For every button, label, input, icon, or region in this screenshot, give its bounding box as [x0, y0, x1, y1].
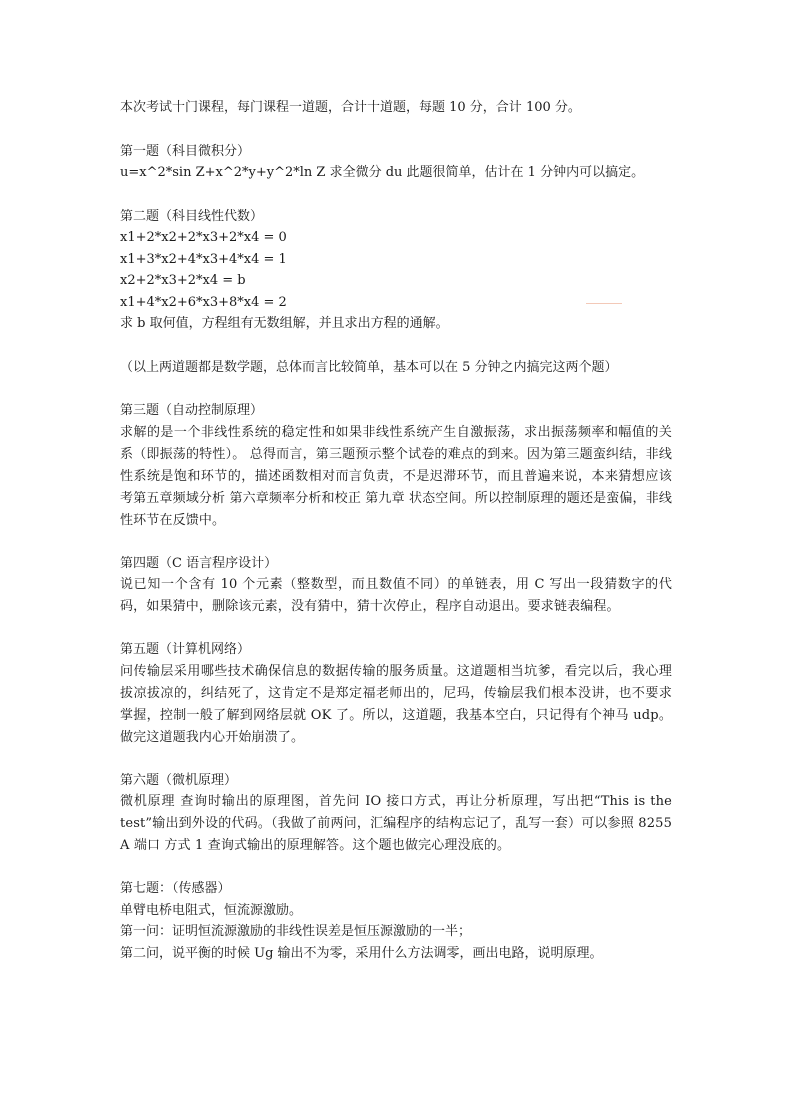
question-7-line-2: 第一问：证明恒流源激励的非线性误差是恒压源激励的一半；: [120, 924, 472, 939]
question-4-heading: 第四题（C 语言程序设计）: [120, 555, 278, 571]
equation-4: x1+4*x2+6*x3+8*x4 = 2: [120, 294, 287, 310]
equation-1: x1+2*x2+2*x3+2*x4 = 0: [120, 230, 287, 245]
question-3-body: 求解的是一个非线性系统的稳定性和如果非线性系统产生自激振荡，求出振荡频率和幅值的关系（即振荡的特性）。 总得而言，第三题预示整个试卷的难点的到来。因为第三题蛮纠结，非线性系统是饱和环节的，描述函数相对而言负责，不是迟滞环节，而且普遍来说，本来猜想应该考第五章频域分析 第六章频率分析和校正 第九章 状态空间。所以控制原理的题还是蛮偏，非线性环节在反馈中。: [120, 424, 672, 528]
equation-2: x1+3*x2+4*x3+4*x4 = 1: [120, 251, 287, 267]
question-6-body: 微机原理 查询时输出的原理图，首先问 IO 接口方式，再让分析原理，写出把“This is the test”输出到外设的代码。（我做了前两问，汇编程序的结构忘记了，乱写一套）可以参照 8255 A 端口 方式 1 查询式输出的原理解答。这个题也做完心理没底的。: [120, 794, 672, 853]
question-3-heading: 第三题（自动控制原理）: [120, 403, 264, 418]
question-5-body: 问传输层采用哪些技术确保信息的数据传输的服务质量。这道题相当坑爹，看完以后，我心理拔凉拔凉的，纠结死了，这肯定不是郑定福老师出的，尼玛，传输层我们根本没讲，也不要求掌握，控制一般了解到网络层就 OK 了。所以，这道题，我基本空白，只记得有个神马 udp。做完这道题我内心开始崩溃了。: [120, 663, 672, 745]
question-7-line-3: 第二问，说平衡的时候 Ug 输出不为零，采用什么方法调零，画出电路，说明原理。: [120, 945, 603, 961]
question-2-heading: 第二题（科目线性代数）: [120, 208, 264, 224]
question-5-heading: 第五题（计算机网络）: [120, 642, 251, 657]
math-note: （以上两道题都是数学题，总体而言比较简单，基本可以在 5 分钟之内搞完这两个题）: [120, 359, 618, 375]
question-7-line-1: 单臂电桥电阻式，恒流源激励。: [120, 902, 303, 918]
question-1-body: u=x^2*sin Z+x^2*y+y^2*ln Z 求全微分 du 此题很简单，估计在 1 分钟内可以搞定。: [120, 165, 645, 180]
question-1-heading: 第一题（科目微积分）: [120, 143, 251, 159]
question-6-heading: 第六题（微机原理）: [120, 772, 238, 788]
faint-marker-line: [586, 303, 622, 304]
intro-text: 本次考试十门课程，每门课程一道题，合计十道题，每题 10 分，合计 100 分。: [120, 100, 581, 115]
question-7-heading: 第七题：（传感器）: [120, 881, 231, 896]
question-2-body: 求 b 取何值，方程组有无数组解，并且求出方程的通解。: [120, 316, 449, 331]
question-4-body: 说已知一个含有 10 个元素（整数型，而且数值不同）的单链表，用 C 写出一段猜数字的代码，如果猜中，删除该元素，没有猜中，猜十次停止，程序自动退出。要求链表编程。: [120, 577, 672, 614]
equation-3: x2+2*x3+2*x4 = b: [120, 273, 246, 288]
